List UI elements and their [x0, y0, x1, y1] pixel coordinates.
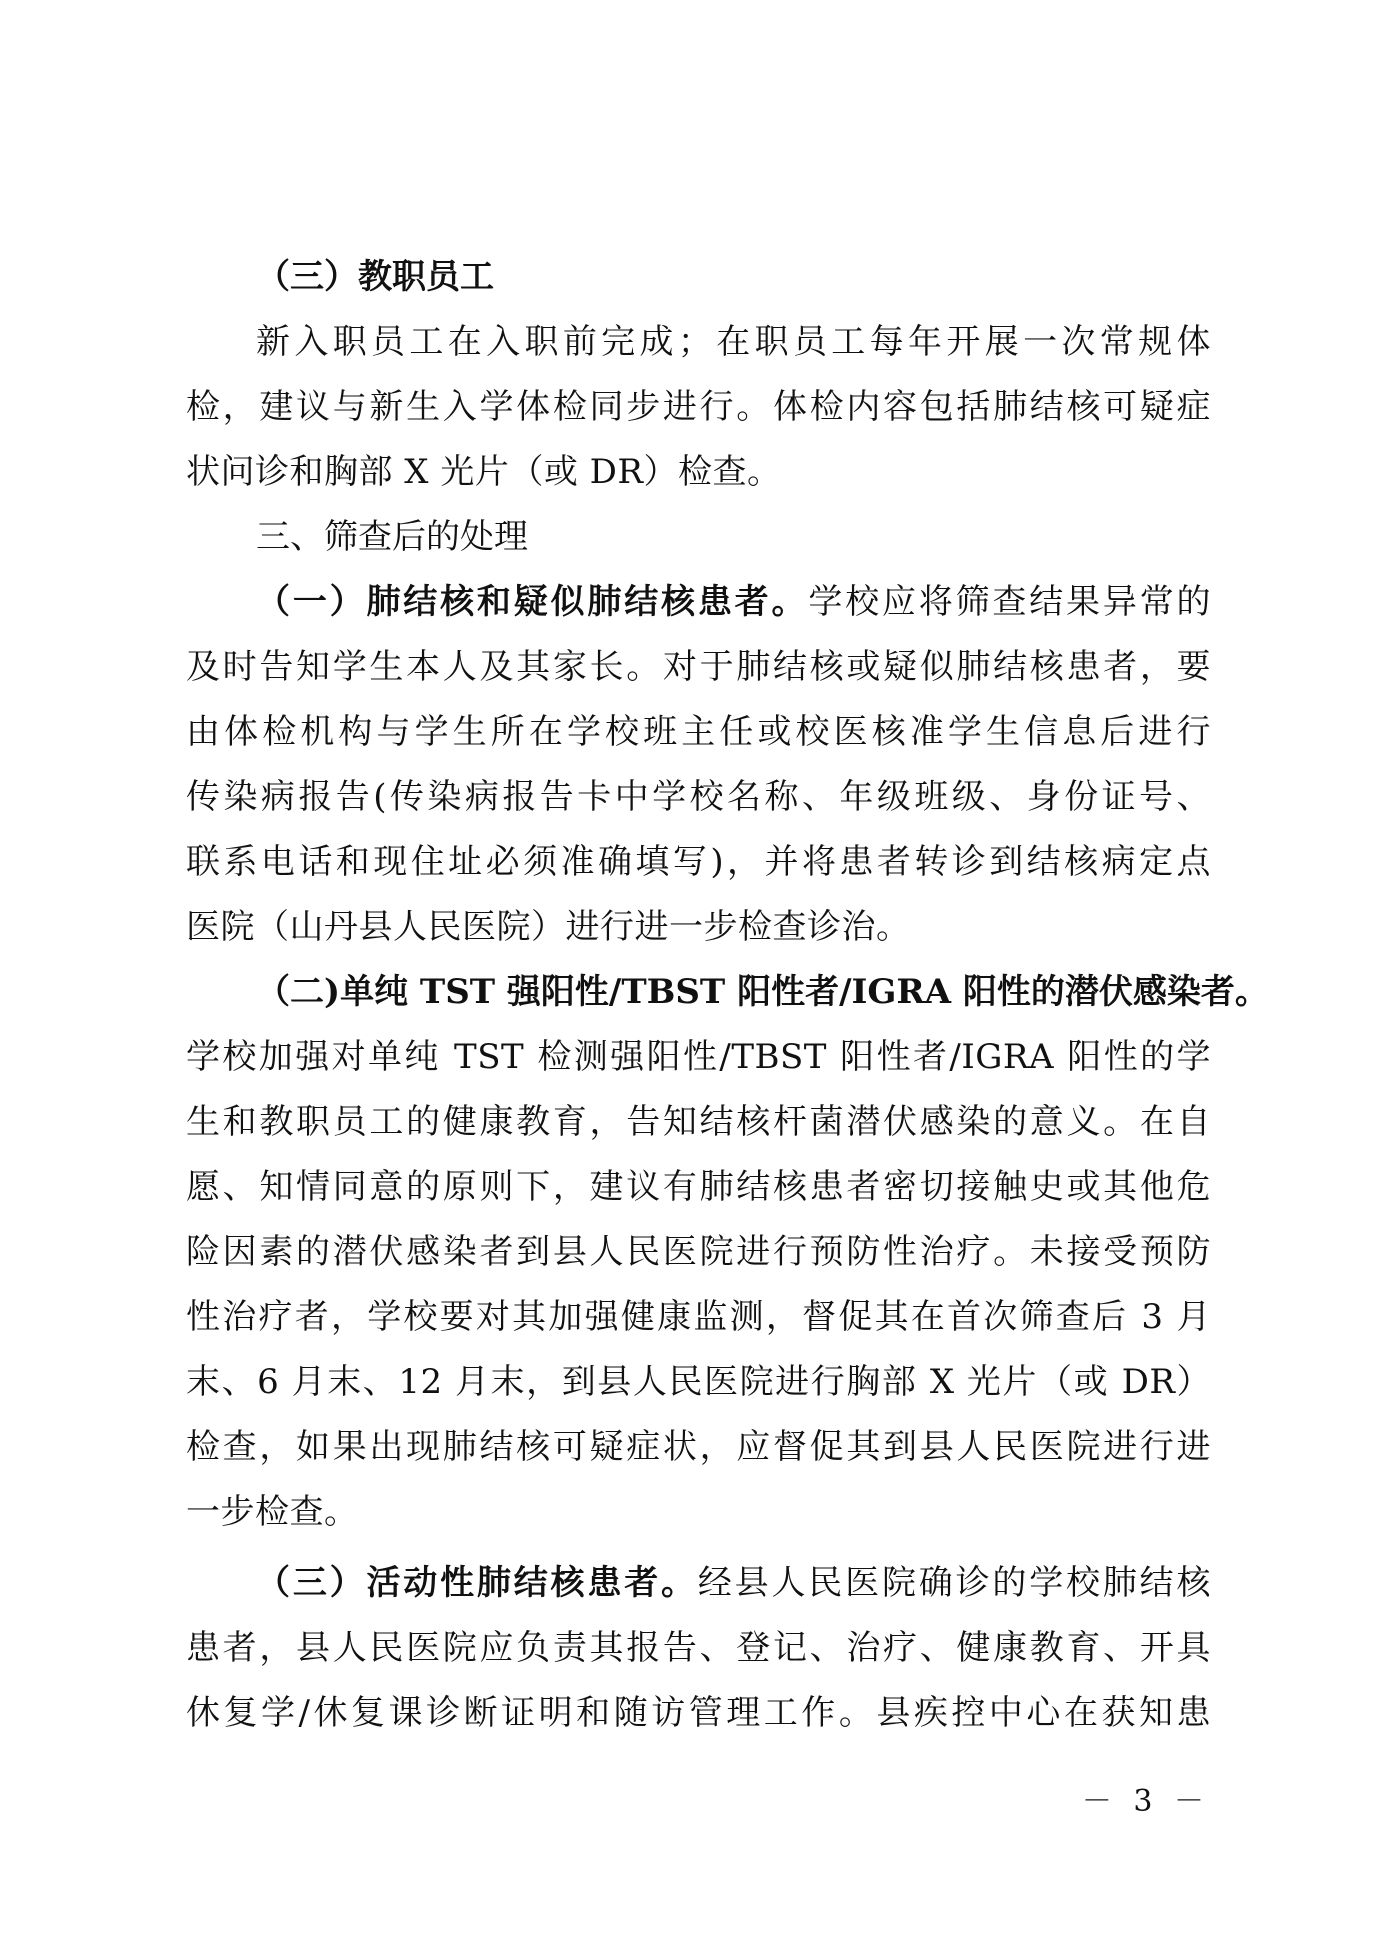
- item1-paragraph-line-5: 联系电话和现住址必须准确填写)，并将患者转诊到结核病定点: [186, 842, 1211, 882]
- item2-paragraph-line-3: 愿、知情同意的原则下，建议有肺结核患者密切接触史或其他危: [186, 1167, 1211, 1207]
- document-page: [186, 245, 1269, 1746]
- item3-paragraph-line-2: 患者，县人民医院应负责其报告、登记、治疗、健康教育、开具: [186, 1628, 1211, 1668]
- item2-paragraph-line-6: 末、6 月末、12 月末，到县人民医院进行胸部 X 光片（或 DR）: [186, 1362, 1211, 1402]
- item2-paragraph-line-8: 一步检查。: [186, 1492, 359, 1532]
- item2-paragraph-line-7: 检查，如果出现肺结核可疑症状，应督促其到县人民医院进行进: [186, 1427, 1211, 1467]
- item1-paragraph-line-4: 传染病报告(传染病报告卡中学校名称、年级班级、身份证号、: [186, 777, 1211, 817]
- item3-paragraph-line-3: 休复学/休复课诊断证明和随访管理工作。县疾控中心在获知患: [186, 1693, 1211, 1733]
- item1-title: （一）肺结核和疑似肺结核患者。: [256, 582, 809, 622]
- item3-title: （三）活动性肺结核患者。: [256, 1563, 698, 1603]
- item1-first-line: [186, 570, 1211, 635]
- staff-paragraph-line-2: 检，建议与新生入学体检同步进行。体检内容包括肺结核可疑症: [186, 387, 1211, 427]
- page-number: － 3 －: [1081, 1784, 1210, 1819]
- staff-paragraph-line-1: 新入职员工在入职前完成；在职员工每年开展一次常规体: [256, 322, 1211, 362]
- part3-heading: 三、筛查后的处理: [256, 517, 528, 557]
- item2-paragraph-line-2: 生和教职员工的健康教育，告知结核杆菌潜伏感染的意义。在自: [186, 1102, 1211, 1142]
- item2-title: （二)单纯 TST 强阳性/TBST 阳性者/IGRA 阳性的潜伏感染者。: [256, 972, 1269, 1012]
- item3-first-line-text: 经县人民医院确诊的学校肺结核: [697, 1563, 1212, 1603]
- staff-section-heading: （三）教职员工: [256, 257, 494, 297]
- item1-paragraph-line-2: 及时告知学生本人及其家长。对于肺结核或疑似肺结核患者，要: [186, 647, 1211, 687]
- item2-paragraph-line-4: 险因素的潜伏感染者到县人民医院进行预防性治疗。未接受预防: [186, 1232, 1211, 1272]
- staff-paragraph-line-3: 状问诊和胸部 X 光片（或 DR）检查。: [186, 452, 782, 492]
- item2-paragraph-line-1: 学校加强对单纯 TST 检测强阳性/TBST 阳性者/IGRA 阳性的学: [186, 1037, 1211, 1077]
- item1-first-line-text: 学校应将筛查结果异常的: [808, 582, 1212, 622]
- item1-paragraph-line-3: 由体检机构与学生所在学校班主任或校医核准学生信息后进行: [186, 712, 1211, 752]
- item2-paragraph-line-5: 性治疗者，学校要对其加强健康监测，督促其在首次筛查后 3 月: [186, 1297, 1211, 1337]
- item1-paragraph-line-6: 医院（山丹县人民医院）进行进一步检查诊治。: [186, 907, 911, 947]
- item3-first-line: [186, 1551, 1211, 1616]
